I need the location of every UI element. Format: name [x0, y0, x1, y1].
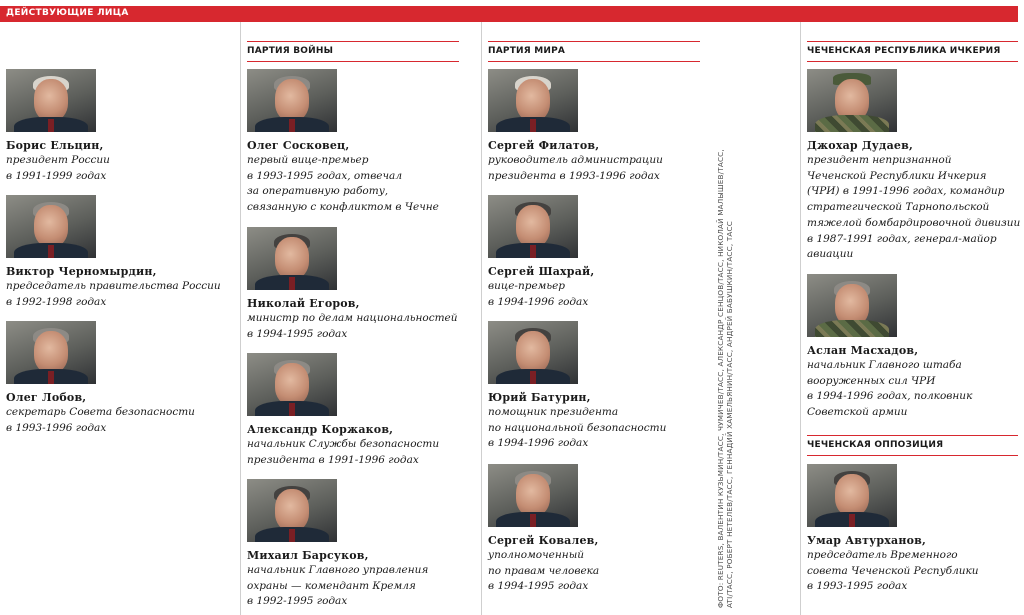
photo-credits-line: ФОТО: REUTERS, ВАЛЕНТИН КУЗЬМИН/ТАСС, ЧУМИЧЕВ/ТАСС, АЛЕКСАНДР СЕНЦОВ/ТАСС, НИКОЛАЙ МАЛЫШЕВ/ТАСС,: [716, 149, 725, 608]
person-name: Аслан Масхадов,: [807, 344, 919, 357]
portrait-photo: [488, 321, 578, 384]
person-desc-line: (ЧРИ) в 1991-1996 годах, командир: [807, 185, 1005, 198]
person-desc-line: президент России: [6, 154, 110, 166]
person-desc-line: председатель правительства России: [6, 280, 221, 292]
section-title-peace: ПАРТИЯ МИРА: [488, 46, 566, 56]
person-chernomyrdin: [6, 195, 221, 310]
portrait-photo: [807, 274, 897, 337]
person-name: Александр Коржаков,: [247, 423, 394, 436]
person-dudaev: [807, 69, 1020, 263]
column-divider: [481, 22, 482, 615]
section-head-opposition: [807, 435, 1018, 456]
portrait-photo: [247, 227, 337, 290]
section-title-war: ПАРТИЯ ВОЙНЫ: [247, 46, 334, 56]
person-desc-line: совета Чеченской Республики: [807, 564, 979, 577]
section-title-opposition: ЧЕЧЕНСКАЯ ОППОЗИЦИЯ: [807, 440, 944, 450]
person-desc-line: начальник Главного штаба: [807, 359, 962, 371]
person-desc-line: за оперативную работу,: [247, 185, 389, 198]
person-name: Николай Егоров,: [247, 297, 360, 310]
person-soskovets: [247, 69, 439, 216]
person-desc-line: руководитель администрации: [488, 154, 663, 166]
person-desc-line: охраны — комендант Кремля: [247, 579, 416, 592]
person-name: Борис Ельцин,: [6, 139, 104, 152]
person-name: Юрий Батурин,: [488, 391, 591, 404]
person-desc-line: в 1992-1995 годах: [247, 595, 348, 608]
person-desc-line: в 1994-1995 годах: [247, 327, 348, 340]
person-desc-line: помощник президента: [488, 406, 619, 418]
section-head-ichkeria: [807, 41, 1018, 62]
person-barsukov: [247, 479, 428, 610]
person-name: Виктор Черномырдин,: [6, 265, 157, 278]
person-desc-line: в 1994-1996 годах, полковник: [807, 390, 973, 403]
person-kovalev: [488, 464, 599, 595]
person-desc-line: по национальной безопасности: [488, 421, 667, 434]
person-name: Сергей Ковалев,: [488, 534, 599, 547]
person-desc-line: в 1994-1995 годах: [488, 580, 589, 593]
person-desc-line: в 1991-1999 годах: [6, 169, 107, 182]
person-desc-line: в 1994-1996 годах: [488, 295, 589, 308]
person-yeltsin: [6, 69, 110, 184]
person-desc-line: в 1993-1995 годах: [807, 580, 908, 593]
person-desc-line: министр по делам национальностей: [247, 312, 458, 324]
photo-credits-line: ATI/ТАСС, РОБЕРТ НЕТЕЛЕВ/ТАСС, ГЕННАДИЙ ХАМЕЛЬЯНИН/ТАСС, АНДРЕЙ БАБУШКИН/ТАСС, ТАСС: [725, 221, 734, 608]
portrait-photo: [6, 321, 96, 384]
person-name: Сергей Филатов,: [488, 139, 600, 152]
person-lobov: [6, 321, 195, 436]
person-desc-line: президента в 1993-1996 годах: [488, 169, 660, 182]
person-name: Сергей Шахрай,: [488, 265, 595, 278]
person-name: Олег Сосковец,: [247, 139, 350, 152]
person-desc-line: стратегической Тарнопольской: [807, 201, 990, 214]
person-desc-line: в 1992-1998 годах: [6, 295, 107, 308]
person-desc-line: президент непризнанной: [807, 154, 952, 166]
portrait-photo: [488, 69, 578, 132]
person-desc-line: авиации: [807, 248, 854, 261]
portrait-photo: [807, 69, 897, 132]
person-filatov: [488, 69, 663, 184]
column-divider: [800, 22, 801, 615]
section-head-war: [247, 41, 459, 62]
person-desc-line: вице-премьер: [488, 280, 566, 292]
person-name: Михаил Барсуков,: [247, 549, 369, 562]
person-desc-line: Советской армии: [807, 406, 908, 419]
portrait-photo: [807, 464, 897, 527]
portrait-photo: [247, 69, 337, 132]
person-desc-line: Чеченской Республики Ичкерия: [807, 169, 987, 182]
person-desc-line: секретарь Совета безопасности: [6, 406, 195, 418]
portrait-photo: [247, 479, 337, 542]
person-egorov: [247, 227, 458, 342]
person-desc-line: начальник Главного управления: [247, 564, 429, 576]
person-desc-line: тяжелой бомбардировочной дивизии: [807, 216, 1021, 229]
person-desc-line: по правам человека: [488, 564, 600, 577]
person-shakhrai: [488, 195, 594, 310]
person-desc-line: в 1993-1995 годах, отвечал: [247, 169, 402, 182]
person-desc-line: в 1994-1996 годах: [488, 437, 589, 450]
portrait-photo: [6, 69, 96, 132]
person-desc-line: председатель Временного: [807, 549, 958, 561]
person-desc-line: президента в 1991-1996 годах: [247, 453, 419, 466]
portrait-photo: [488, 195, 578, 258]
person-name: Джохар Дудаев,: [807, 139, 913, 152]
person-desc-line: в 1993-1996 годах: [6, 421, 107, 434]
photo-credits: [716, 149, 734, 608]
person-desc-line: в 1987-1991 годах, генерал-майор: [807, 232, 997, 245]
header-bar: [0, 0, 1024, 30]
section-head-peace: [488, 41, 700, 62]
person-desc-line: связанную с конфликтом в Чечне: [247, 201, 439, 214]
person-korzhakov: [247, 353, 439, 468]
portrait-photo: [247, 353, 337, 416]
section-title-ichkeria: ЧЕЧЕНСКАЯ РЕСПУБЛИКА ИЧКЕРИЯ: [807, 46, 1001, 56]
person-desc-line: первый вице-премьер: [247, 154, 369, 166]
person-avturkhanov: [807, 464, 979, 595]
person-name: Олег Лобов,: [6, 391, 87, 404]
person-name: Умар Автурханов,: [807, 534, 927, 547]
portrait-photo: [488, 464, 578, 527]
person-desc-line: начальник Службы безопасности: [247, 438, 440, 450]
person-desc-line: уполномоченный: [488, 549, 585, 561]
page-title: ДЕЙСТВУЮЩИЕ ЛИЦА: [6, 8, 129, 18]
portrait-photo: [6, 195, 96, 258]
person-maskhadov: [807, 274, 972, 421]
person-desc-line: вооруженных сил ЧРИ: [807, 374, 936, 387]
person-baturin: [488, 321, 666, 452]
column-divider: [240, 22, 241, 615]
header-red-band: [0, 6, 1018, 22]
